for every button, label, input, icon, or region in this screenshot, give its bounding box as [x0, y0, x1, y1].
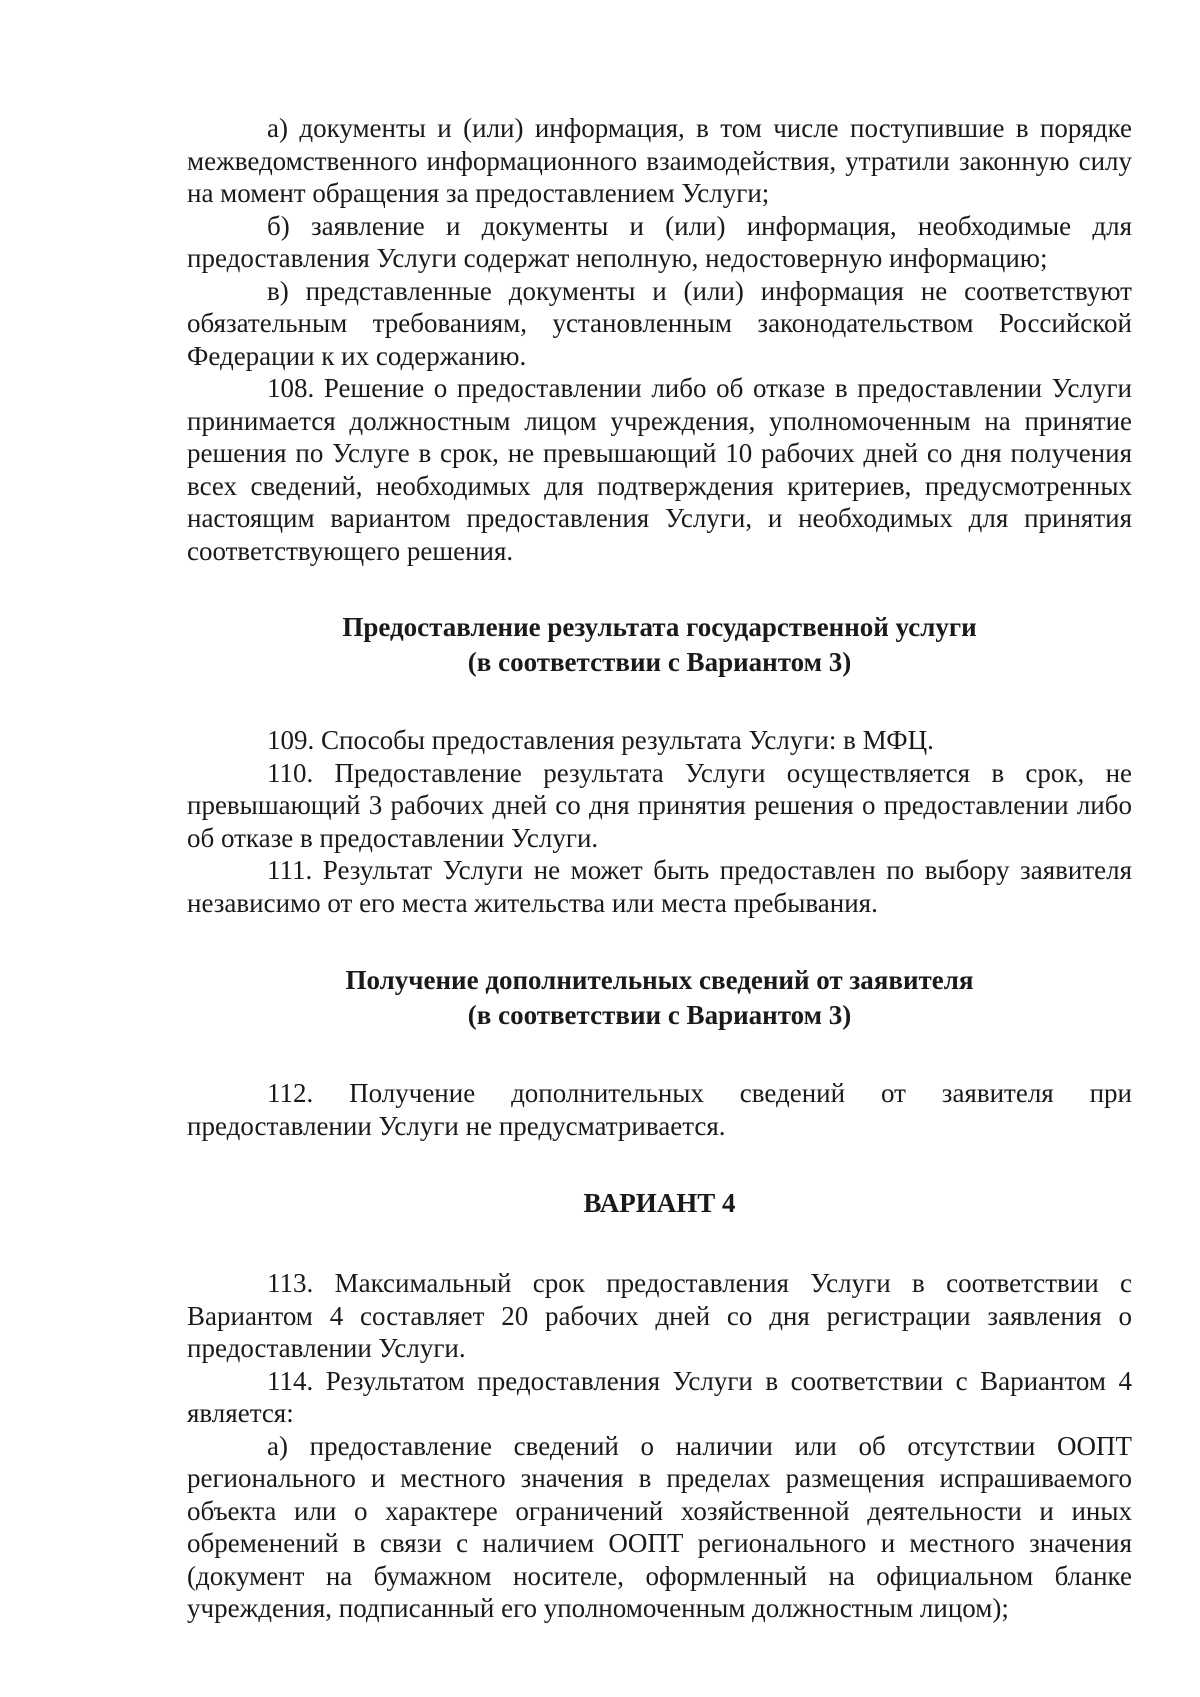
paragraph-109: 109. Способы предоставления результата Услуги: в МФЦ.	[267, 725, 934, 755]
paragraph-110: 110. Предоставление результата Услуги осуществляется в срок, не превышающий 3 рабочих дней со дня принятия решения о предоставлении либо об отказе в предоставлении Услуги.	[187, 757, 1132, 853]
document-body	[187, 112, 1132, 1625]
section-heading-additional-info	[187, 963, 1132, 1033]
paragraph-108: 108. Решение о предоставлении либо об отказе в предоставлении Услуги принимается должностным лицом учреждения, уполномоченным на принятие решения по Услуге в срок, не превышающий 10 рабочих дней со дня получения всех сведений, необходимых для подтверждения критериев, предусмотренных настоящим вариантом предоставления Услуги, и необходимых для принятия соответствующего решения.	[187, 373, 1132, 566]
section-heading-result-line1: Предоставление результата государственной услуги	[342, 612, 977, 642]
section-heading-additional-info-line1: Получение дополнительных сведений от заявителя	[345, 965, 974, 995]
section-heading-result	[187, 610, 1132, 680]
section-heading-additional-info-line2: (в соответствии с Вариантом 3)	[467, 1000, 852, 1030]
section-heading-variant-4: ВАРИАНТ 4	[583, 1188, 736, 1218]
paragraph-item-b: б) заявление и документы и (или) информация, необходимые для предоставления Услуги содержат неполную, недостоверную информацию;	[187, 210, 1132, 273]
paragraph-item-a: а) документы и (или) информация, в том числе поступившие в порядке межведомственного информационного взаимодействия, утратили законную силу на момент обращения за предоставлением Услуги;	[187, 113, 1132, 208]
paragraph-114-item-a: а) предоставление сведений о наличии или об отсутствии ООПТ регионального и местного значения в пределах размещения испрашиваемого объекта или о характере ограничений хозяйственной деятельности и иных обременений в связи с наличием ООПТ регионального и местного значения (документ на бумажном носителе, оформленный на официальном бланке учреждения, подписанный его уполномоченным должностным лицом);	[187, 1430, 1132, 1623]
paragraph-111: 111. Результат Услуги не может быть предоставлен по выбору заявителя независимо от его места жительства или места пребывания.	[187, 855, 1132, 918]
paragraph-item-v: в) представленные документы и (или) информация не соответствуют обязательным требованиям, установленным законодательством Российской Федерации к их содержанию.	[187, 275, 1132, 371]
paragraph-114: 114. Результатом предоставления Услуги в соответствии с Вариантом 4 является:	[187, 1365, 1132, 1428]
paragraph-112: 112. Получение дополнительных сведений от заявителя при предоставлении Услуги не предусматривается.	[187, 1078, 1132, 1141]
paragraph-113: 113. Максимальный срок предоставления Услуги в соответствии с Вариантом 4 составляет 20 рабочих дней со дня регистрации заявления о предоставлении Услуги.	[187, 1268, 1132, 1363]
section-heading-result-line2: (в соответствии с Вариантом 3)	[467, 647, 852, 677]
